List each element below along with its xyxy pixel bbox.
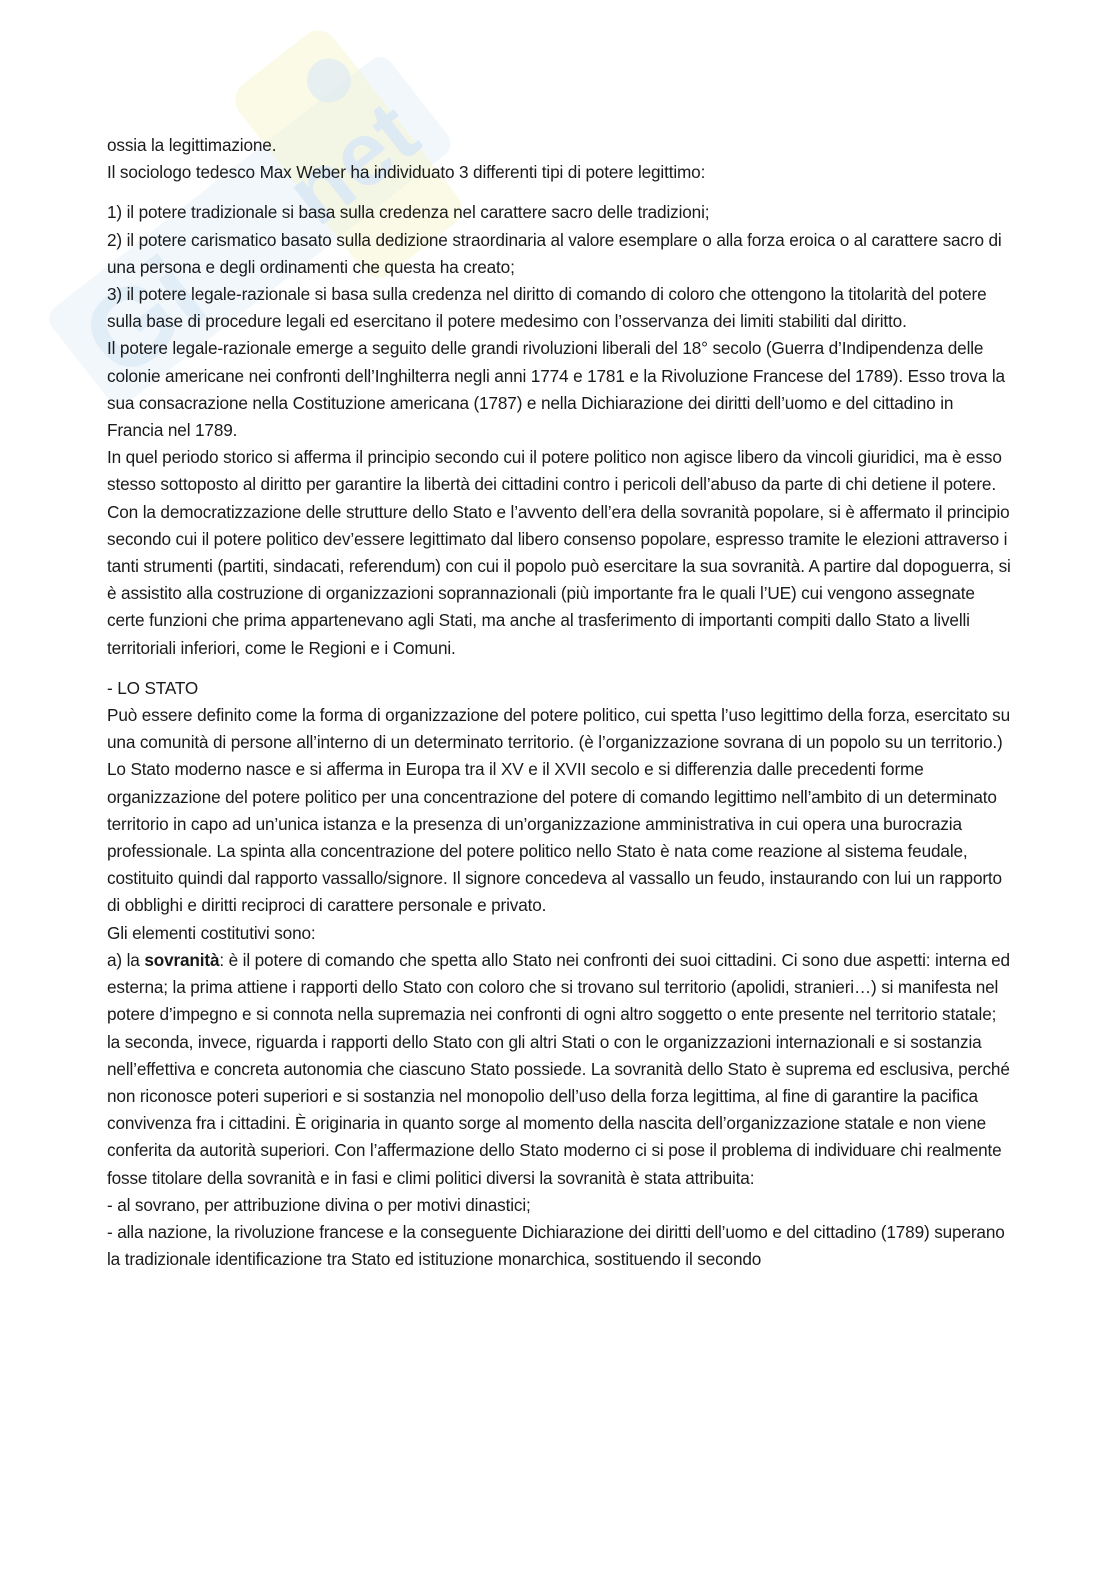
spacer xyxy=(107,186,1012,199)
list-item-attribuzione-2: - alla nazione, la rivoluzione francese e la conseguente Dichiarazione dei diritti dell’uomo e del cittadino (1789) superano la tradizionale identificazione tra Stato ed istituzione monarchica, sostituendo il secondo xyxy=(107,1221,1005,1270)
paragraph-periodo: In quel periodo storico si afferma il principio secondo cui il potere politico non agisce libero da vincoli giuridici, ma è esso stesso sottoposto al diritto per garantire la libertà dei cittadini contro i pericoli dell’abuso da parte di chi detiene il potere. xyxy=(107,447,1002,495)
paragraph-democratizzazione: Con la democratizzazione delle strutture dello Stato e l’avvento dell’era della sovranità popolare, si è affermato il principio secondo cui il potere politico dev’essere legittimato dal libero consenso popolare, espresso tramite le elezioni attraverso i tanti strumenti (partiti, sindacati, referendum) con cui il popolo può esercitare la sua sovranità. A partire dal dopoguerra, si è assistito alla costruzione di organizzazioni soprannazionali (più importante fra le quali l’UE) cui vengono assegnate certe funzioni che prima appartenevano agli Stati, ma anche al trasferimento di importanti compiti dallo Stato a livelli territoriali inferiori, come le Regioni e i Comuni. xyxy=(107,501,1011,658)
paragraph-stato-moderno: Lo Stato moderno nasce e si afferma in Europa tra il XV e il XVII secolo e si differenzia dalle precedenti forme organizzazione del potere politico per una concentrazione del potere di comando legittimo nell’ambito di un determinato territorio in capo ad un’unica istanza e la presenza di un’organizzazione amministrativa in cui opera una burocrazia professionale. La spinta alla concentrazione del potere politico nello Stato è nata come reazione al sistema feudale, costituito quindi dal rapporto vassallo/signore. Il signore concedeva al vassallo un feudo, instaurando con lui un rapporto di obblighi e diritti reciproci di carattere personale e privato. xyxy=(107,759,1002,916)
sovranita-prefix: a) la xyxy=(107,949,145,970)
paragraph-rivoluzioni: Il potere legale-razionale emerge a seguito delle grandi rivoluzioni liberali del 18° secolo (Guerra d’Indipendenza delle colonie americane nei confronti dell’Inghilterra negli anni 1774 e 1781 e la Rivoluzione Francese del 1789). Esso trova la sua consacrazione nella Costituzione americana (1787) e nella Dichiarazione dei diritti dell’uomo e del cittadino in Francia nel 1789. xyxy=(107,338,1005,441)
paragraph-legittimazione: ossia la legittimazione. xyxy=(107,135,277,155)
list-item-weber-1: 1) il potere tradizionale si basa sulla credenza nel carattere sacro delle tradizioni; xyxy=(107,202,710,223)
svg-text:net: net xyxy=(268,82,437,245)
paragraph-definizione: Può essere definito come la forma di organizzazione del potere politico, cui spetta l’uso legittimo della forza, esercitato su una comunità di persone all’interno di un determinato territorio. (è l’organizzazione sovrana di un popolo su un territorio.) xyxy=(107,705,1011,753)
sovranita-term: sovranità xyxy=(144,949,220,970)
list-item-weber-2: 2) il potere carismatico basato sulla dedizione straordinaria al valore esemplare o alla forza eroica o al carattere sacro di una persona e degli ordinamenti che questa ha creato; xyxy=(107,229,1002,277)
paragraph-weber: Il sociologo tedesco Max Weber ha individuato 3 differenti tipi di potere legittimo: xyxy=(107,162,706,183)
svg-text:Gi: Gi xyxy=(59,233,228,402)
sovranita-text: : è il potere di comando che spetta allo Stato nei confronti dei suoi cittadini. Ci sono due aspetti: interna ed esterna; la prima attiene i rapporti dello Stato con coloro che si trovano sul territorio (apolidi, stranieri…) si manifesta nel potere d’impegno e si connota nella supremazia nei confronti di ogni altro soggetto o ente presente nel territorio statale; la seconda, invece, riguarda i rapporti dello Stato con gli altri Stati o con le organizzazioni internazionali e si sostanzia nell’effettiva e concreta autonomia che ciascuno Stato possiede. La sovranità dello Stato è suprema ed esclusiva, perché non riconosce poteri superiori e si sostanzia nel monopolio dell’uso della forza legittima, al fine di garantire la pacifica convivenza fra i cittadini. È originaria in quanto sorge al momento della nascita dell’organizzazione statale e non viene conferita da autorità superiori. Con l’affermazione dello Stato moderno ci si pose il problema di individuare chi realmente fosse titolare della sovranità e in fasi e climi politici diversi la sovranità è stata attribuita: xyxy=(107,949,1010,1188)
list-item-weber-3: 3) il potere legale-razionale si basa sulla credenza nel diritto di comando di coloro che ottengono la titolarità del potere sulla base di procedure legali ed esercitano il potere medesimo con l’osservanza dei limiti stabiliti dal diritto. xyxy=(107,284,987,332)
spacer xyxy=(107,662,1012,675)
section-heading-stato: - LO STATO xyxy=(107,677,199,698)
document-body xyxy=(107,132,1012,1273)
paragraph-elementi: Gli elementi costitutivi sono: xyxy=(107,922,316,943)
paragraph-sovranita xyxy=(107,947,1012,1192)
list-item-attribuzione-1: - al sovrano, per attribuzione divina o per motivi dinastici; xyxy=(107,1194,531,1215)
